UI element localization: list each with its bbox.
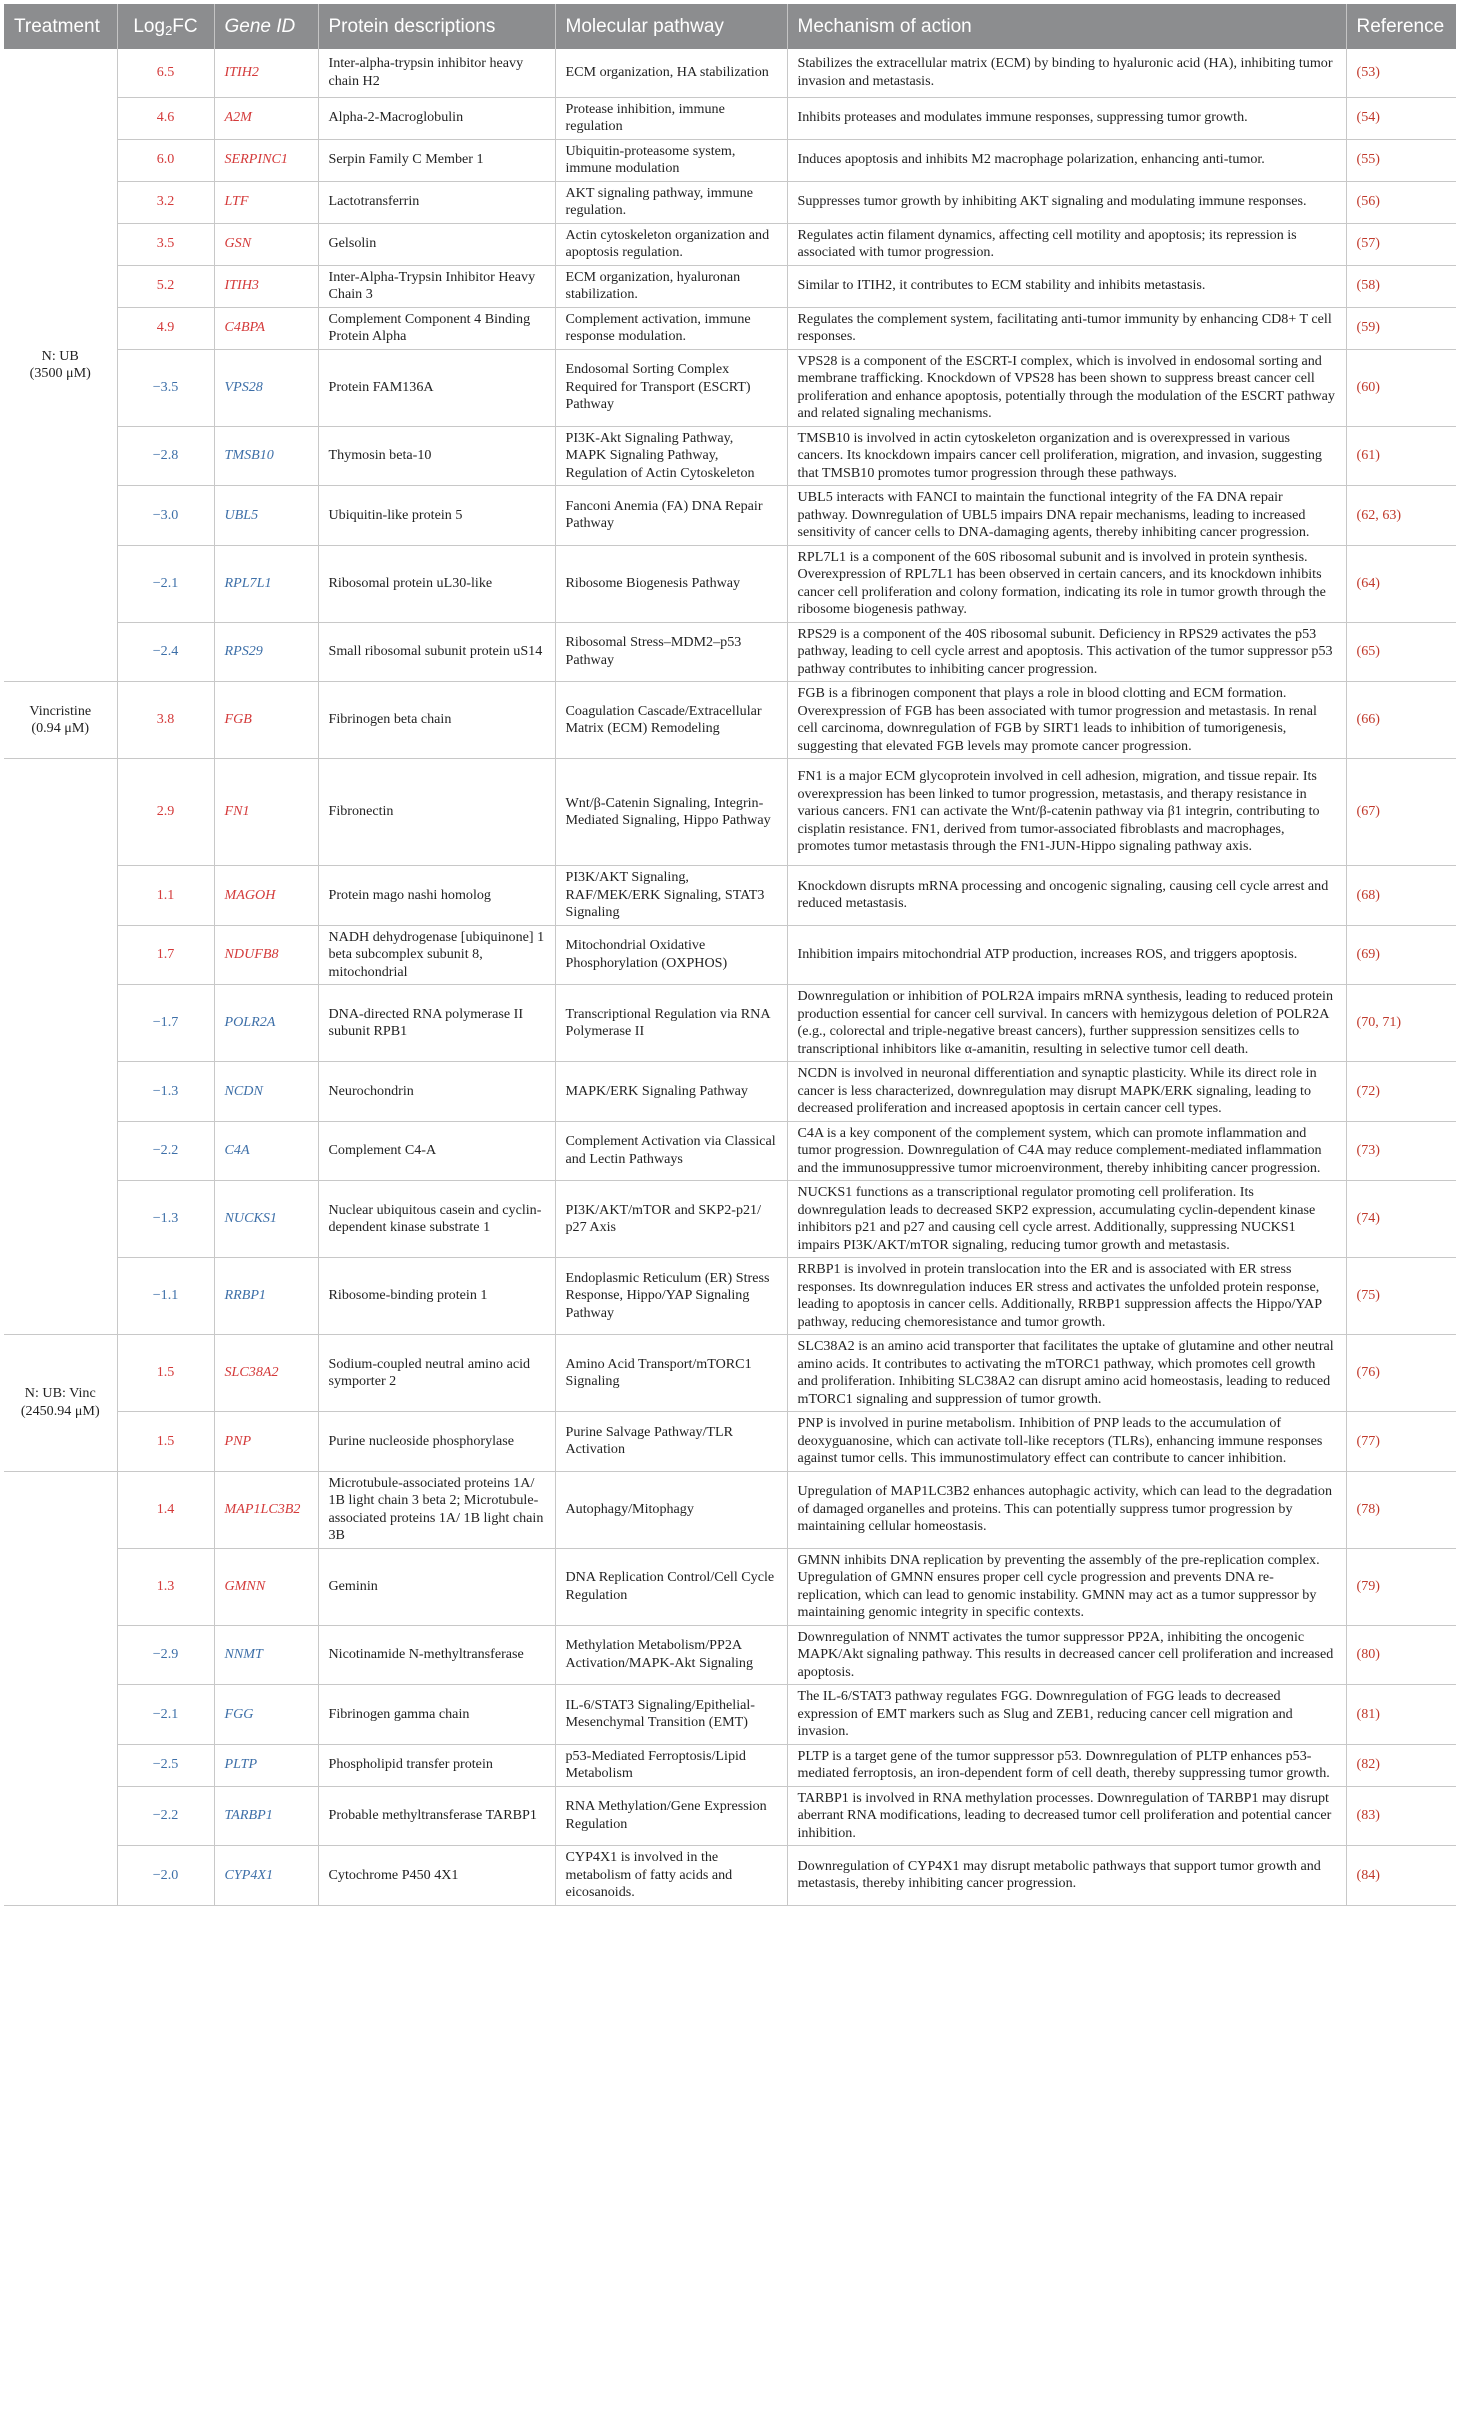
table-row [4,1625,1456,1685]
mechanism-cell: TARBP1 is involved in RNA methylation processes. Downregulation of TARBP1 may disrupt aberrant RNA modifications, leading to decreased tumor cell proliferation and potential cancer inhibition. [787,1786,1346,1846]
molecular-pathway-cell: PI3K-Akt Signaling Pathway, MAPK Signaling Pathway, Regulation of Actin Cytoskeleton [555,426,787,486]
gene-id-cell: FGB [214,682,318,759]
molecular-pathway-cell: ECM organization, hyaluronan stabilization. [555,265,787,307]
log2fc-cell: 4.6 [117,97,214,139]
log2fc-cell: −2.5 [117,1744,214,1786]
molecular-pathway-cell: Fanconi Anemia (FA) DNA Repair Pathway [555,486,787,546]
log2fc-cell: −2.8 [117,426,214,486]
table-row [4,985,1456,1062]
molecular-pathway-cell: AKT signaling pathway, immune regulation. [555,181,787,223]
table-row [4,1181,1456,1258]
log2fc-cell: 3.8 [117,682,214,759]
protein-description-cell: Inter-alpha-trypsin inhibitor heavy chain H2 [318,49,555,97]
log2fc-cell: 3.2 [117,181,214,223]
reference-cell[interactable]: (76) [1346,1335,1456,1412]
reference-cell[interactable]: (57) [1346,223,1456,265]
gene-id-cell: POLR2A [214,985,318,1062]
protein-description-cell: Probable methyltransferase TARBP1 [318,1786,555,1846]
table-row [4,1412,1456,1472]
log2fc-cell: 3.5 [117,223,214,265]
mechanism-cell: FGB is a fibrinogen component that plays a role in blood clotting and ECM formation. Overexpression of FGB has been associated with tumor progression and metastasis. In renal cell carcinoma, downregulation of FGB by SIRT1 leads to inhibition of tumorigenesis, suggesting that elevated FGB levels may promote cancer progression. [787,682,1346,759]
mechanism-cell: Downregulation of CYP4X1 may disrupt metabolic pathways that support tumor growth and metastasis, thereby inhibiting cancer progression. [787,1846,1346,1906]
molecular-pathway-cell: IL-6/STAT3 Signaling/Epithelial-Mesenchymal Transition (EMT) [555,1685,787,1745]
log2fc-cell: −3.0 [117,486,214,546]
protein-description-cell: DNA-directed RNA polymerase II subunit RPB1 [318,985,555,1062]
molecular-pathway-cell: Autophagy/Mitophagy [555,1471,787,1548]
table-row [4,181,1456,223]
mechanism-cell: RPS29 is a component of the 40S ribosomal subunit. Deficiency in RPS29 activates the p53 pathway, leading to cell cycle arrest and apoptosis. This activation of the tumor suppressor p53 pathway contributes to inhibiting cancer progression. [787,622,1346,682]
reference-cell[interactable]: (65) [1346,622,1456,682]
treatment-cell: Vincristine (0.94 μM) [4,682,117,759]
reference-cell[interactable]: (83) [1346,1786,1456,1846]
reference-cell[interactable]: (59) [1346,307,1456,349]
molecular-pathway-cell: Mitochondrial Oxidative Phosphorylation (OXPHOS) [555,925,787,985]
table-row [4,139,1456,181]
gene-id-cell: ITIH2 [214,49,318,97]
molecular-pathway-cell: Endosomal Sorting Complex Required for Transport (ESCRT) Pathway [555,349,787,426]
table-row [4,1121,1456,1181]
table-row [4,97,1456,139]
gene-id-cell: RRBP1 [214,1258,318,1335]
protein-description-cell: Complement C4-A [318,1121,555,1181]
protein-description-cell: Nicotinamide N-methyltransferase [318,1625,555,1685]
reference-cell[interactable]: (69) [1346,925,1456,985]
molecular-pathway-cell: Wnt/β-Catenin Signaling, Integrin-Mediated Signaling, Hippo Pathway [555,759,787,866]
log2fc-cell: −2.1 [117,545,214,622]
log2fc-cell: −1.3 [117,1062,214,1122]
mechanism-cell: NCDN is involved in neuronal differentiation and synaptic plasticity. While its direct role in cancer is less characterized, downregulation may disrupt MAPK/ERK signaling, leading to decreased proliferation and increased apoptosis in certain cancer cell types. [787,1062,1346,1122]
mechanism-cell: NUCKS1 functions as a transcriptional regulator promoting cell proliferation. Its downregulation leads to decreased SKP2 expression, accumulating cyclin-dependent kinase inhibitors p21 and p27 and causing cell cycle arrest. Additionally, suppressing NUCKS1 impairs PI3K/AKT/mTOR signaling, reducing tumor growth and metastasis. [787,1181,1346,1258]
log2fc-cell: −1.7 [117,985,214,1062]
protein-description-cell: Ubiquitin-like protein 5 [318,486,555,546]
table-body [4,49,1456,1905]
treatment-cell [4,759,117,1335]
protein-description-cell: Protein FAM136A [318,349,555,426]
table-row [4,1258,1456,1335]
gene-id-cell: SERPINC1 [214,139,318,181]
gene-id-cell: NUCKS1 [214,1181,318,1258]
mechanism-cell: Induces apoptosis and inhibits M2 macrophage polarization, enhancing anti-tumor. [787,139,1346,181]
protein-description-cell: Fibrinogen gamma chain [318,1685,555,1745]
table-row [4,1062,1456,1122]
reference-cell[interactable]: (80) [1346,1625,1456,1685]
protein-description-cell: Geminin [318,1548,555,1625]
gene-id-cell: RPL7L1 [214,545,318,622]
protein-description-cell: Neurochondrin [318,1062,555,1122]
treatment-cell [4,1471,117,1905]
gene-id-cell: VPS28 [214,349,318,426]
protein-description-cell: Small ribosomal subunit protein uS14 [318,622,555,682]
mechanism-cell: Regulates actin filament dynamics, affecting cell motility and apoptosis; its repression is associated with tumor progression. [787,223,1346,265]
mechanism-cell: Upregulation of MAP1LC3B2 enhances autophagic activity, which can lead to the degradation of damaged organelles and proteins. This can potentially suppress tumor progression by maintaining cellular homeostasis. [787,1471,1346,1548]
gene-id-cell: LTF [214,181,318,223]
log2fc-cell: 1.5 [117,1335,214,1412]
reference-cell[interactable]: (67) [1346,759,1456,866]
log2fc-cell: 4.9 [117,307,214,349]
gene-id-cell: TMSB10 [214,426,318,486]
mechanism-cell: SLC38A2 is an amino acid transporter that facilitates the uptake of glutamine and other neutral amino acids. It contributes to activating the mTORC1 pathway, which promotes cell growth and proliferation. Inhibiting SLC38A2 can disrupt amino acid homeostasis, leading to reduced mTORC1 signaling and suppression of tumor growth. [787,1335,1346,1412]
gene-id-cell: NDUFB8 [214,925,318,985]
mechanism-cell: C4A is a key component of the complement system, which can promote inflammation and tumor progression. Downregulation of C4A may reduce complement-mediated inflammation and the immunosuppressive tumor microenvironment, thereby inhibiting cancer progression. [787,1121,1346,1181]
gene-id-cell: C4BPA [214,307,318,349]
log2fc-cell: 1.7 [117,925,214,985]
protein-description-cell: Inter-Alpha-Trypsin Inhibitor Heavy Chain 3 [318,265,555,307]
protein-description-cell: Fibronectin [318,759,555,866]
gene-id-cell: FN1 [214,759,318,866]
molecular-pathway-cell: Protease inhibition, immune regulation [555,97,787,139]
log2fc-cell: −3.5 [117,349,214,426]
reference-cell[interactable]: (61) [1346,426,1456,486]
reference-cell[interactable]: (64) [1346,545,1456,622]
log2fc-cell: −1.1 [117,1258,214,1335]
mechanism-cell: RRBP1 is involved in protein translocation into the ER and is associated with ER stress responses. Its downregulation induces ER stress and activates the unfolded protein response, leading to apoptosis in cancer cells. Additionally, RRBP1 suppression affects the Hippo/YAP pathway, reducing chemoresistance and tumor growth. [787,1258,1346,1335]
gene-id-cell: FGG [214,1685,318,1745]
results-table [4,4,1456,1906]
header-treatment: Treatment [4,4,117,49]
log2fc-cell: 6.5 [117,49,214,97]
header-gene-id: Gene ID [214,4,318,49]
molecular-pathway-cell: MAPK/ERK Signaling Pathway [555,1062,787,1122]
protein-description-cell: Gelsolin [318,223,555,265]
reference-cell[interactable]: (60) [1346,349,1456,426]
mechanism-cell: Inhibition impairs mitochondrial ATP production, increases ROS, and triggers apoptosis. [787,925,1346,985]
gene-id-cell: RPS29 [214,622,318,682]
gene-id-cell: SLC38A2 [214,1335,318,1412]
header-protein-descriptions: Protein descriptions [318,4,555,49]
log2fc-cell: −2.4 [117,622,214,682]
gene-id-cell: GSN [214,223,318,265]
reference-cell[interactable]: (70, 71) [1346,985,1456,1062]
treatment-cell: N: UB: Vinc (2450.94 μM) [4,1335,117,1472]
table-row [4,759,1456,866]
reference-cell[interactable]: (74) [1346,1181,1456,1258]
reference-cell[interactable]: (72) [1346,1062,1456,1122]
molecular-pathway-cell: Actin cytoskeleton organization and apoptosis regulation. [555,223,787,265]
molecular-pathway-cell: Ribosome Biogenesis Pathway [555,545,787,622]
molecular-pathway-cell: Coagulation Cascade/Extracellular Matrix (ECM) Remodeling [555,682,787,759]
protein-description-cell: Purine nucleoside phosphorylase [318,1412,555,1472]
gene-id-cell: A2M [214,97,318,139]
molecular-pathway-cell: Methylation Metabolism/PP2A Activation/MAPK-Akt Signaling [555,1625,787,1685]
molecular-pathway-cell: DNA Replication Control/Cell Cycle Regulation [555,1548,787,1625]
log2fc-cell: −2.2 [117,1121,214,1181]
protein-description-cell: Nuclear ubiquitous casein and cyclin-dependent kinase substrate 1 [318,1181,555,1258]
log2fc-cell: 6.0 [117,139,214,181]
treatment-cell: N: UB (3500 μM) [4,49,117,682]
protein-description-cell: Microtubule-associated proteins 1A/ 1B light chain 3 beta 2; Microtubule-associated proteins 1A/ 1B light chain 3B [318,1471,555,1548]
reference-cell[interactable]: (79) [1346,1548,1456,1625]
table-row [4,265,1456,307]
table-row [4,349,1456,426]
log2fc-cell: −2.1 [117,1685,214,1745]
log2fc-cell: 1.5 [117,1412,214,1472]
gene-id-cell: MAGOH [214,866,318,926]
gene-id-cell: TARBP1 [214,1786,318,1846]
table-row [4,223,1456,265]
reference-cell[interactable]: (56) [1346,181,1456,223]
molecular-pathway-cell: PI3K/AKT/mTOR and SKP2-p21/ p27 Axis [555,1181,787,1258]
table-row [4,1786,1456,1846]
mechanism-cell: TMSB10 is involved in actin cytoskeleton organization and is overexpressed in various cancers. Its knockdown impairs cancer cell proliferation, migration, and invasion, suggesting that TMSB10 promotes tumor progression through these pathways. [787,426,1346,486]
table-row [4,1685,1456,1745]
header-reference: Reference [1346,4,1456,49]
reference-cell[interactable]: (62, 63) [1346,486,1456,546]
table-row [4,1471,1456,1548]
gene-id-cell: PLTP [214,1744,318,1786]
table-row [4,1335,1456,1412]
molecular-pathway-cell: Transcriptional Regulation via RNA Polymerase II [555,985,787,1062]
table-row [4,1744,1456,1786]
mechanism-cell: Suppresses tumor growth by inhibiting AKT signaling and modulating immune responses. [787,181,1346,223]
log2fc-cell: 1.1 [117,866,214,926]
log2fc-cell: −1.3 [117,1181,214,1258]
reference-cell[interactable]: (78) [1346,1471,1456,1548]
protein-description-cell: Lactotransferrin [318,181,555,223]
mechanism-cell: Inhibits proteases and modulates immune responses, suppressing tumor growth. [787,97,1346,139]
protein-description-cell: Complement Component 4 Binding Protein Alpha [318,307,555,349]
protein-description-cell: Fibrinogen beta chain [318,682,555,759]
reference-cell[interactable]: (58) [1346,265,1456,307]
header-mechanism: Mechanism of action [787,4,1346,49]
header-molecular-pathway: Molecular pathway [555,4,787,49]
reference-cell[interactable]: (73) [1346,1121,1456,1181]
gene-id-cell: NNMT [214,1625,318,1685]
molecular-pathway-cell: Complement activation, immune response modulation. [555,307,787,349]
mechanism-cell: Downregulation of NNMT activates the tumor suppressor PP2A, inhibiting the oncogenic MAPK/Akt signaling pathway. This results in decreased cancer cell proliferation and increased apoptosis. [787,1625,1346,1685]
reference-cell[interactable]: (66) [1346,682,1456,759]
reference-cell[interactable]: (68) [1346,866,1456,926]
mechanism-cell: GMNN inhibits DNA replication by preventing the assembly of the pre-replication complex. Upregulation of GMNN ensures proper cell cycle progression and prevents DNA re-replication, which can lead to genomic instability. GMNN may act as a tumor suppressor by maintaining genomic integrity in specific contexts. [787,1548,1346,1625]
mechanism-cell: Downregulation or inhibition of POLR2A impairs mRNA synthesis, leading to reduced protein production essential for cancer cell survival. In cancers with hemizygous deletion of POLR2A (e.g., colorectal and triple-negative breast cancers), further suppression sensitizes cells to transcriptional inhibitors like α-amanitin, resulting in selective tumor cell death. [787,985,1346,1062]
gene-id-cell: UBL5 [214,486,318,546]
mechanism-cell: Stabilizes the extracellular matrix (ECM) by binding to hyaluronic acid (HA), inhibiting tumor invasion and metastasis. [787,49,1346,97]
mechanism-cell: VPS28 is a component of the ESCRT-I complex, which is involved in endosomal sorting and membrane trafficking. Knockdown of VPS28 has been shown to suppress breast cancer cell proliferation and enhance apoptosis, potentially through the modulation of the ESCRT pathway and related signaling mechanisms. [787,349,1346,426]
protein-description-cell: Protein mago nashi homolog [318,866,555,926]
mechanism-cell: PNP is involved in purine metabolism. Inhibition of PNP leads to the accumulation of deoxyguanosine, which can activate toll-like receptors (TLRs), enhancing immune responses against tumor cells. This immunostimulatory effect can contribute to cancer inhibition. [787,1412,1346,1472]
mechanism-cell: FN1 is a major ECM glycoprotein involved in cell adhesion, migration, and tissue repair. Its overexpression has been linked to tumor progression, metastasis, and therapy resistance in various cancers. FN1 can activate the Wnt/β-catenin pathway via β1 integrin, contributing to cisplatin resistance. FN1, derived from tumor-associated fibroblasts and macrophages, promotes tumor metastasis through the FN1-JUN-Hippo signaling pathway axis. [787,759,1346,866]
header-log2fc: Log$_2$FC [117,4,214,49]
gene-id-cell: C4A [214,1121,318,1181]
protein-description-cell: Ribosomal protein uL30-like [318,545,555,622]
gene-id-cell: GMNN [214,1548,318,1625]
header-row [4,4,1456,49]
reference-cell[interactable]: (54) [1346,97,1456,139]
table-row [4,925,1456,985]
molecular-pathway-cell: PI3K/AKT Signaling, RAF/MEK/ERK Signaling, STAT3 Signaling [555,866,787,926]
log2fc-cell: 2.9 [117,759,214,866]
protein-description-cell: NADH dehydrogenase [ubiquinone] 1 beta subcomplex subunit 8, mitochondrial [318,925,555,985]
log2fc-cell: −2.2 [117,1786,214,1846]
gene-id-cell: NCDN [214,1062,318,1122]
protein-description-cell: Ribosome-binding protein 1 [318,1258,555,1335]
log2fc-cell: 1.4 [117,1471,214,1548]
table-row [4,622,1456,682]
table-row [4,682,1456,759]
gene-id-cell: CYP4X1 [214,1846,318,1906]
molecular-pathway-cell: ECM organization, HA stabilization [555,49,787,97]
table-row [4,486,1456,546]
molecular-pathway-cell: p53-Mediated Ferroptosis/Lipid Metabolism [555,1744,787,1786]
molecular-pathway-cell: Amino Acid Transport/mTORC1 Signaling [555,1335,787,1412]
gene-id-cell: MAP1LC3B2 [214,1471,318,1548]
reference-cell[interactable]: (82) [1346,1744,1456,1786]
log2fc-cell: 1.3 [117,1548,214,1625]
mechanism-cell: Knockdown disrupts mRNA processing and oncogenic signaling, causing cell cycle arrest and reduced metastasis. [787,866,1346,926]
molecular-pathway-cell: RNA Methylation/Gene Expression Regulation [555,1786,787,1846]
table-row [4,49,1456,97]
molecular-pathway-cell: Ribosomal Stress–MDM2–p53 Pathway [555,622,787,682]
mechanism-cell: RPL7L1 is a component of the 60S ribosomal subunit and is involved in protein synthesis. Overexpression of RPL7L1 has been observed in certain cancers, and its knockdown inhibits cancer cell proliferation and colony formation, indicating its role in tumor growth through the ribosome biogenesis pathway. [787,545,1346,622]
molecular-pathway-cell: Complement Activation via Classical and Lectin Pathways [555,1121,787,1181]
reference-cell[interactable]: (77) [1346,1412,1456,1472]
molecular-pathway-cell: Endoplasmic Reticulum (ER) Stress Response, Hippo/YAP Signaling Pathway [555,1258,787,1335]
table-row [4,1548,1456,1625]
molecular-pathway-cell: Ubiquitin-proteasome system, immune modulation [555,139,787,181]
gene-id-cell: PNP [214,1412,318,1472]
mechanism-cell: UBL5 interacts with FANCI to maintain the functional integrity of the FA DNA repair pathway. Downregulation of UBL5 impairs DNA repair mechanisms, leading to increased sensitivity of cancer cells to DNA-damaging agents, thereby inhibiting cancer progression. [787,486,1346,546]
table-row [4,1846,1456,1906]
molecular-pathway-cell: CYP4X1 is involved in the metabolism of fatty acids and eicosanoids. [555,1846,787,1906]
protein-description-cell: Phospholipid transfer protein [318,1744,555,1786]
reference-cell[interactable]: (81) [1346,1685,1456,1745]
reference-cell[interactable]: (53) [1346,49,1456,97]
gene-id-cell: ITIH3 [214,265,318,307]
log2fc-cell: −2.0 [117,1846,214,1906]
protein-description-cell: Cytochrome P450 4X1 [318,1846,555,1906]
table-row [4,307,1456,349]
table-row [4,426,1456,486]
reference-cell[interactable]: (55) [1346,139,1456,181]
reference-cell[interactable]: (84) [1346,1846,1456,1906]
log2fc-cell: 5.2 [117,265,214,307]
table-row [4,866,1456,926]
mechanism-cell: Regulates the complement system, facilitating anti-tumor immunity by enhancing CD8+ T cell responses. [787,307,1346,349]
mechanism-cell: Similar to ITIH2, it contributes to ECM stability and inhibits metastasis. [787,265,1346,307]
protein-description-cell: Sodium-coupled neutral amino acid symporter 2 [318,1335,555,1412]
protein-description-cell: Serpin Family C Member 1 [318,139,555,181]
protein-description-cell: Thymosin beta-10 [318,426,555,486]
log2fc-cell: −2.9 [117,1625,214,1685]
mechanism-cell: PLTP is a target gene of the tumor suppressor p53. Downregulation of PLTP enhances p53-mediated ferroptosis, an iron-dependent form of cell death, thereby suppressing tumor growth. [787,1744,1346,1786]
table-row [4,545,1456,622]
mechanism-cell: The IL-6/STAT3 pathway regulates FGG. Downregulation of FGG leads to decreased expression of EMT markers such as Slug and ZEB1, reducing cancer cell migration and invasion. [787,1685,1346,1745]
molecular-pathway-cell: Purine Salvage Pathway/TLR Activation [555,1412,787,1472]
reference-cell[interactable]: (75) [1346,1258,1456,1335]
protein-description-cell: Alpha-2-Macroglobulin [318,97,555,139]
